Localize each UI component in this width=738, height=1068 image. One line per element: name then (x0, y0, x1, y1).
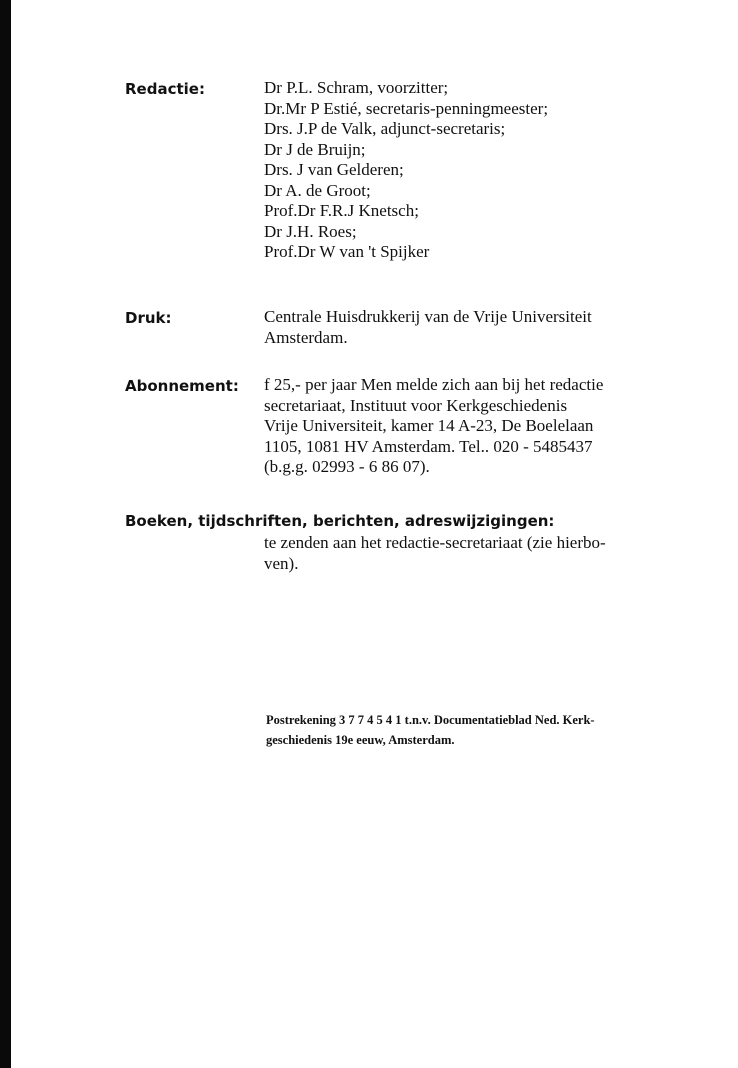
abonnement-line: Vrije Universiteit, kamer 14 A-23, De Boelelaan (264, 416, 594, 435)
redactie-line: Dr A. de Groot; (264, 180, 371, 200)
druk-line: Amsterdam. (264, 327, 348, 347)
redactie-line: Drs. J.P de Valk, adjunct-secretaris; (264, 119, 506, 138)
druk-text (264, 307, 592, 348)
redactie-line: Prof.Dr W van 't Spijker (264, 242, 430, 261)
footer-line: geschiedenis 19e eeuw, Amsterdam. (266, 733, 455, 747)
abonnement-line: secretariaat, Instituut voor Kerkgeschiedenis (264, 395, 568, 415)
abonnement-line: (b.g.g. 02993 - 6 86 07). (264, 457, 430, 476)
redactie-line: Drs. J van Gelderen; (264, 160, 404, 179)
binding-edge (0, 0, 11, 1068)
postrekening-footer (266, 710, 595, 750)
druk-line: Centrale Huisdrukkerij van de Vrije Universiteit (264, 307, 592, 326)
abonnement-text (264, 375, 603, 478)
redactie-line: Dr J.H. Roes; (264, 221, 357, 241)
footer-line: Postrekening 3 7 7 4 5 4 1 t.n.v. Documentatieblad Ned. Kerk- (266, 713, 595, 727)
abonnement-label: Abonnement: (125, 377, 239, 395)
redactie-label: Redactie: (125, 80, 205, 98)
druk-label: Druk: (125, 309, 172, 327)
boeken-text (264, 533, 606, 574)
redactie-line: Dr J de Bruijn; (264, 139, 366, 159)
abonnement-line: f 25,- per jaar Men melde zich aan bij het redactie (264, 375, 604, 394)
boeken-label: Boeken, tijdschriften, berichten, adreswijzigingen: (125, 512, 555, 530)
redactie-line: Dr.Mr P Estié, secretaris-penningmeester; (264, 98, 549, 118)
redactie-list (264, 78, 548, 263)
abonnement-line: 1105, 1081 HV Amsterdam. Tel.. 020 - 5485437 (264, 436, 593, 456)
boeken-line: te zenden aan het redactie-secretariaat (zie hierbo- (264, 533, 606, 552)
redactie-line: Prof.Dr F.R.J Knetsch; (264, 201, 419, 220)
boeken-line: ven). (264, 553, 299, 573)
redactie-line: Dr P.L. Schram, voorzitter; (264, 78, 449, 97)
